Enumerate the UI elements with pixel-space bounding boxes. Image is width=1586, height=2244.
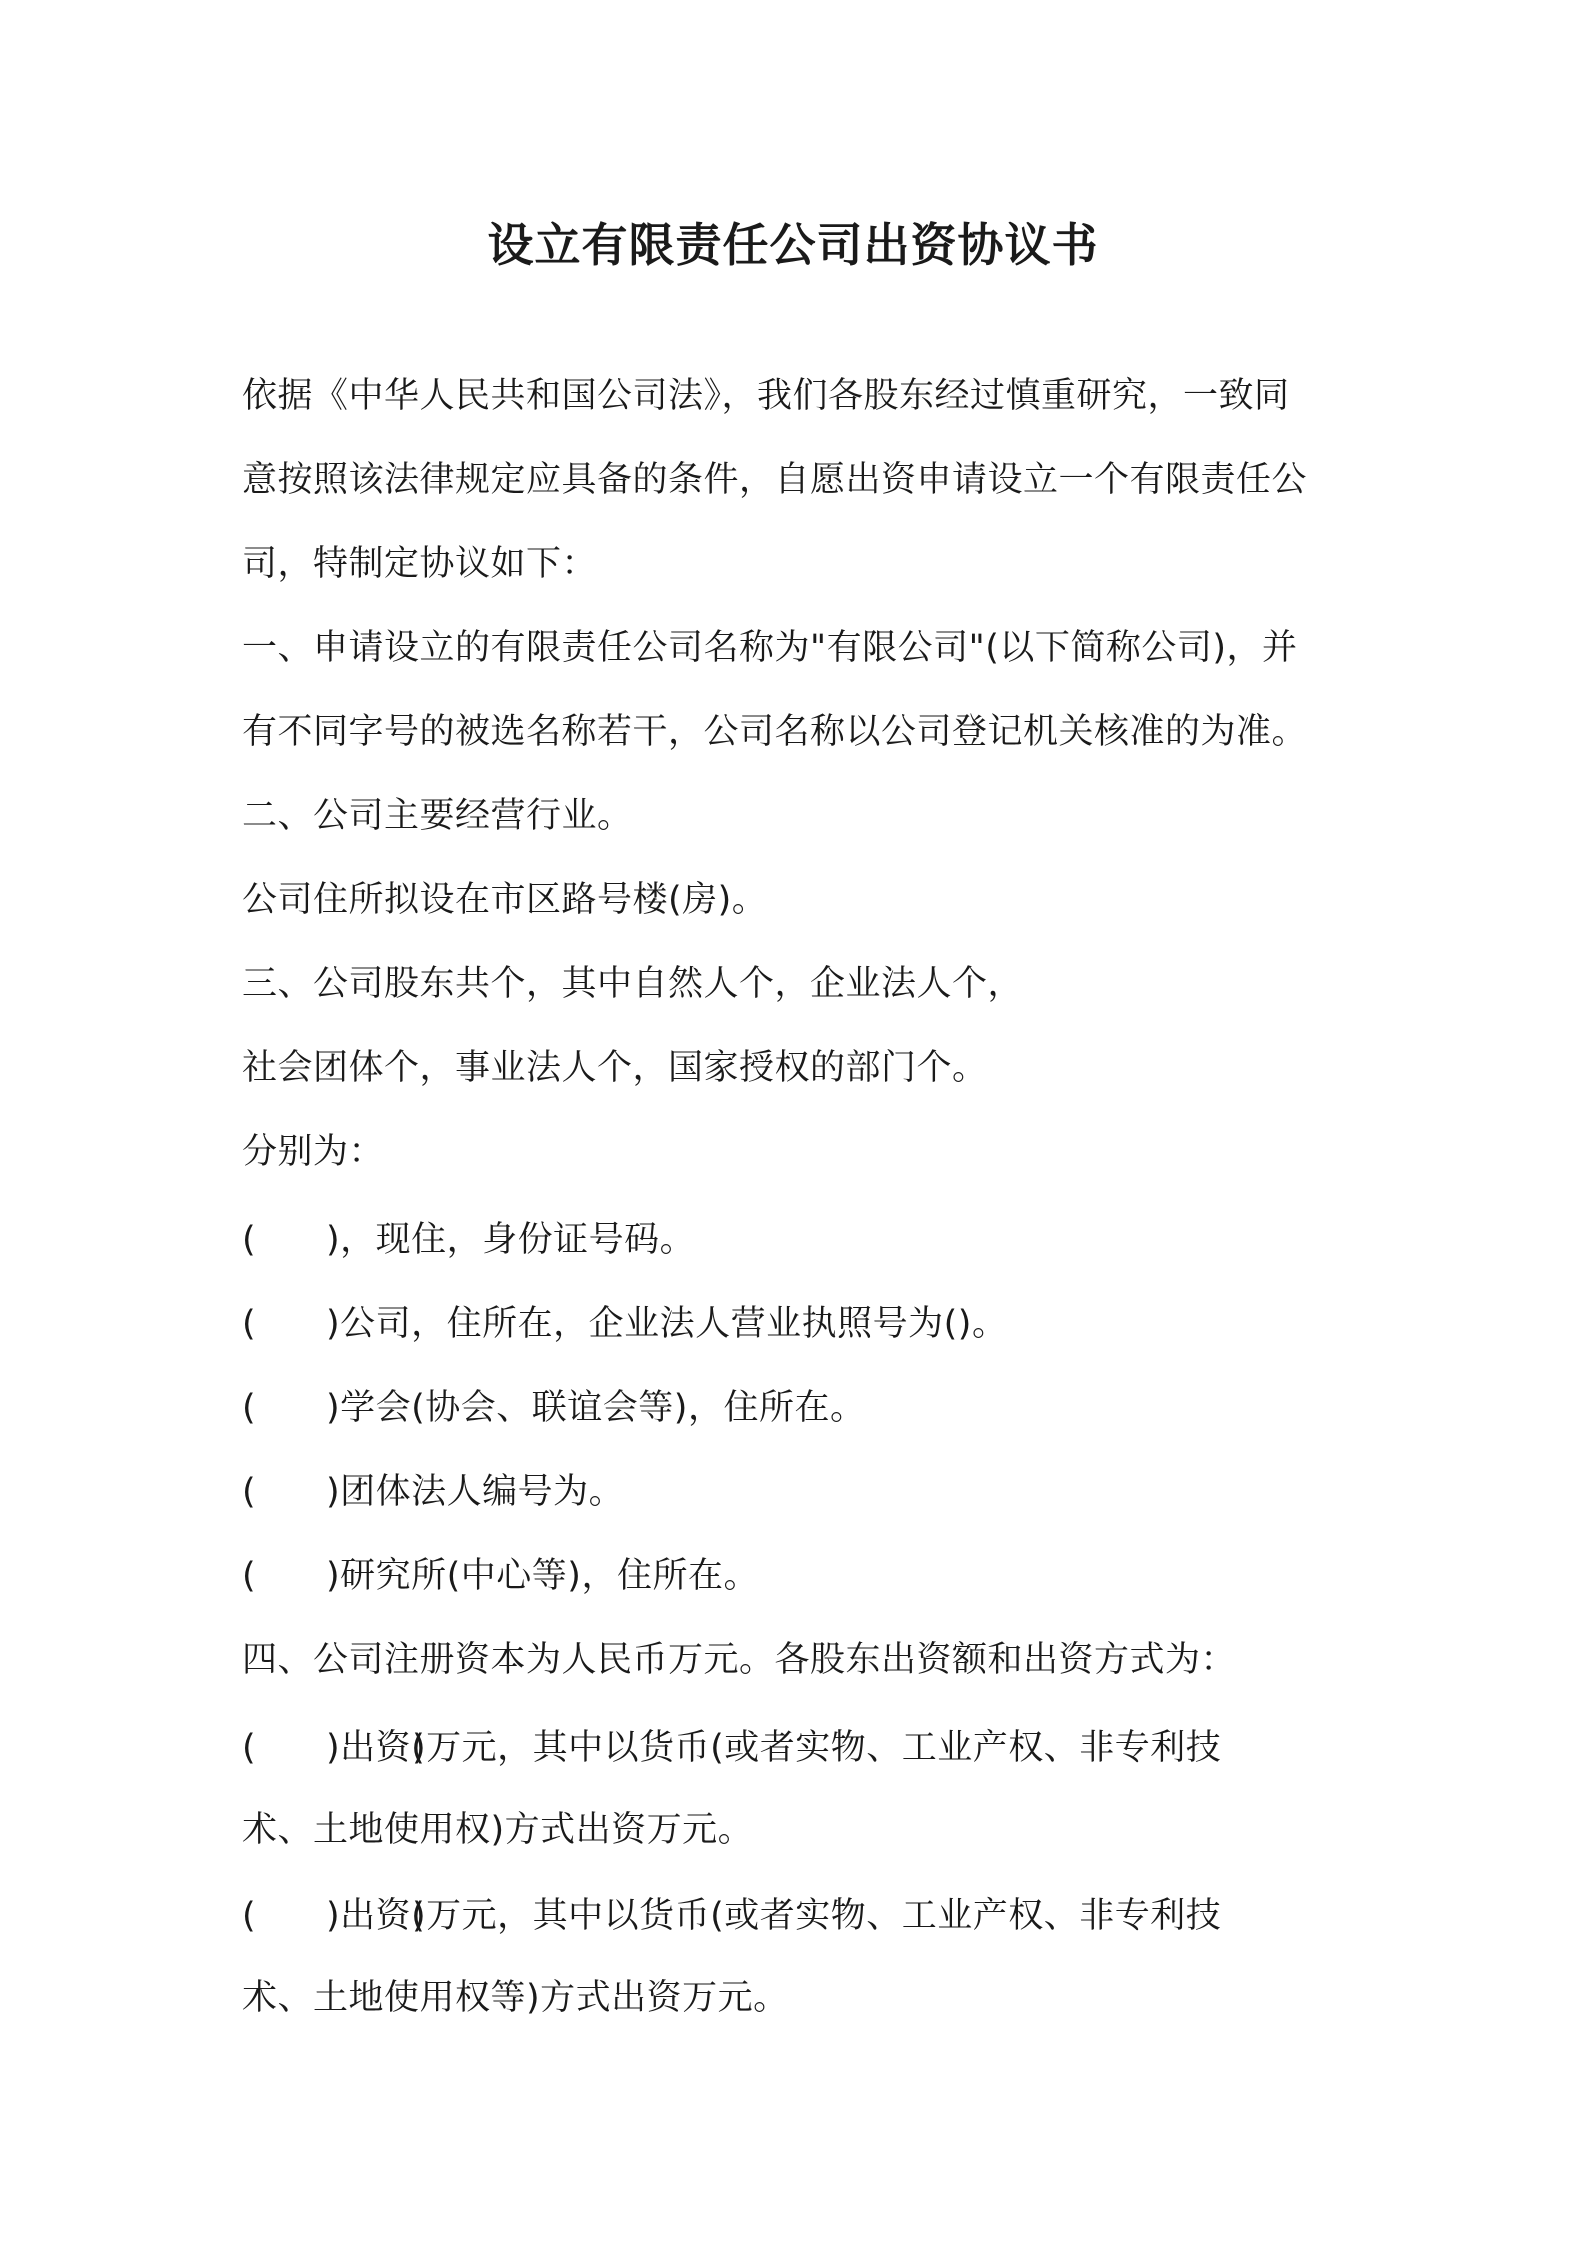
clause1-line-2: 有不同字号的被选名称若干，公司名称以公司登记机关核准的为准。 <box>242 712 1308 752</box>
open-paren: ( <box>242 1472 257 1512</box>
contribution-mid: )出资( <box>326 1728 426 1768</box>
open-paren: ( <box>242 1728 257 1768</box>
contribution-line-2-cont: 术、土地使用权等)方式出资万元。 <box>242 1978 789 2018</box>
clause3-line-2: 社会团体个，事业法人个，国家授权的部门个。 <box>242 1048 988 1088</box>
open-paren: ( <box>242 1896 257 1936</box>
shareholder-line-3 <box>242 1386 865 1430</box>
contribution-text: )万元，其中以货币(或者实物、工业产权、非专利技 <box>412 1896 1222 1936</box>
intro-line-2: 意按照该法律规定应具备的条件，自愿出资申请设立一个有限责任公 <box>242 460 1308 500</box>
shareholder-line-5 <box>242 1554 759 1598</box>
contribution-line-2 <box>242 1894 1221 1938</box>
shareholder-text: )学会(协会、联谊会等)，住所在。 <box>326 1388 866 1428</box>
intro-line-1: 依据《中华人民共和国公司法》，我们各股东经过慎重研究，一致同 <box>242 376 1290 416</box>
respectively-line: 分别为： <box>242 1132 385 1172</box>
contribution-line-1-cont: 术、土地使用权)方式出资万元。 <box>242 1810 754 1850</box>
contribution-text: )万元，其中以货币(或者实物、工业产权、非专利技 <box>412 1728 1222 1768</box>
open-paren: ( <box>242 1304 257 1344</box>
clause4: 四、公司注册资本为人民币万元。各股东出资额和出资方式为： <box>242 1640 1237 1680</box>
open-paren: ( <box>242 1556 257 1596</box>
shareholder-line-2 <box>242 1302 1007 1346</box>
document-title: 设立有限责任公司出资协议书 <box>487 218 1099 272</box>
clause3-line-1: 三、公司股东共个，其中自然人个，企业法人个， <box>242 964 1024 1004</box>
clause1-line-1: 一、申请设立的有限责任公司名称为"有限公司"(以下简称公司)，并 <box>242 628 1298 668</box>
address-line: 公司住所拟设在市区路号楼(房)。 <box>242 880 768 920</box>
contribution-mid: )出资( <box>326 1896 426 1936</box>
open-paren: ( <box>242 1220 257 1260</box>
shareholder-line-4 <box>242 1470 624 1514</box>
open-paren: ( <box>242 1388 257 1428</box>
contribution-line-1 <box>242 1726 1221 1770</box>
shareholder-text: )公司，住所在，企业法人营业执照号为()。 <box>326 1304 1008 1344</box>
intro-line-3: 司，特制定协议如下： <box>242 544 598 584</box>
shareholder-text: )，现住，身份证号码。 <box>326 1220 696 1260</box>
shareholder-text: )团体法人编号为。 <box>326 1472 625 1512</box>
shareholder-text: )研究所(中心等)，住所在。 <box>326 1556 759 1596</box>
shareholder-line-1 <box>242 1218 695 1262</box>
clause2: 二、公司主要经营行业。 <box>242 796 633 836</box>
